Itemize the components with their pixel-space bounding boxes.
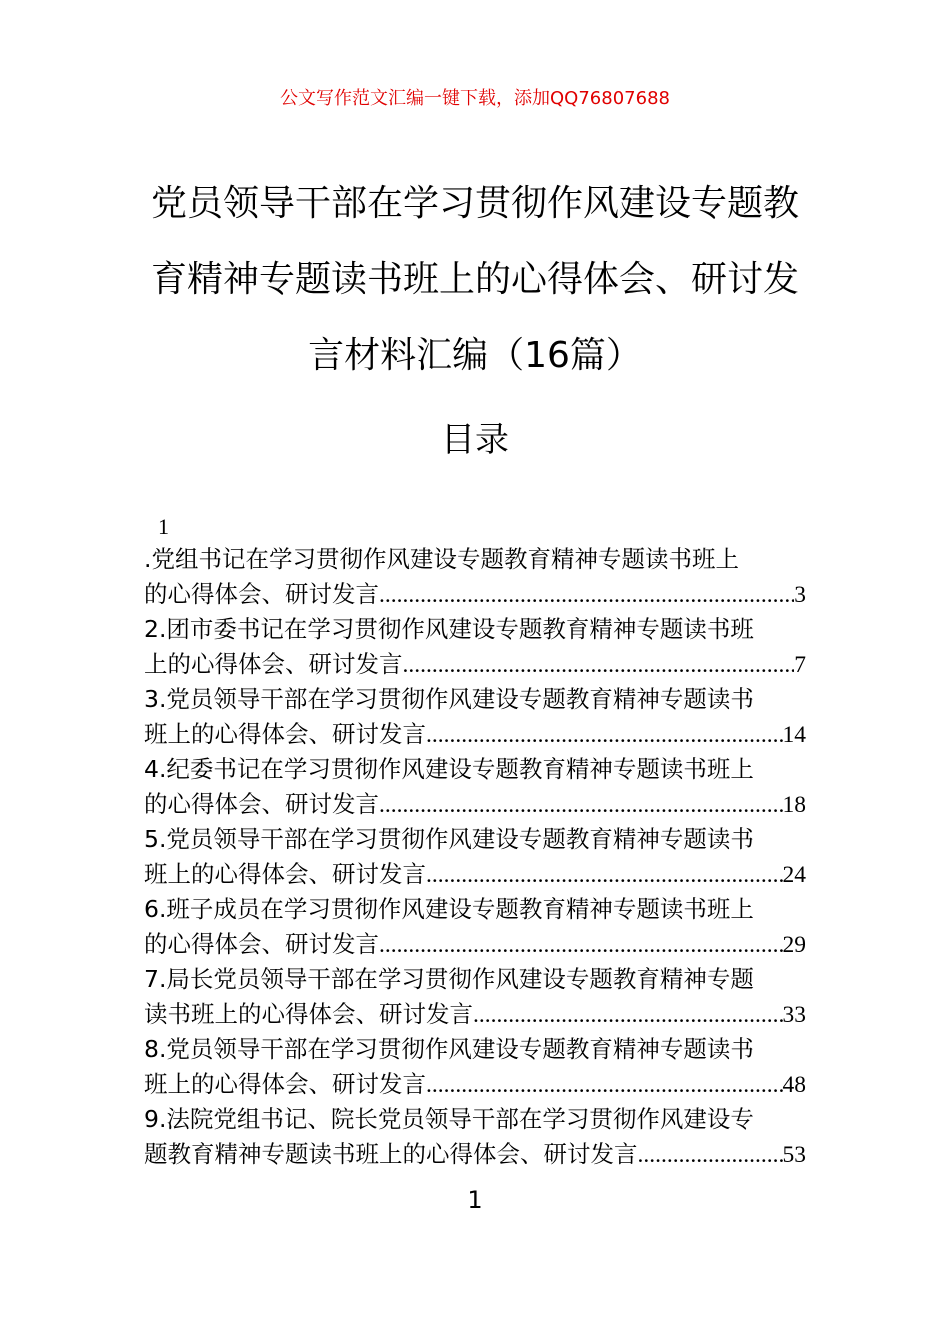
toc-entry-title-cont: 的心得体会、研讨发言 bbox=[144, 929, 379, 958]
download-note: 公文写作范文汇编一键下载，添加QQ76807688 bbox=[280, 88, 670, 109]
toc-entry-title: 9.法院党组书记、院长党员领导干部在学习贯彻作风建设专 bbox=[144, 1105, 754, 1133]
toc-entry-leader-line bbox=[144, 927, 806, 963]
toc-entry-title-cont: 班上的心得体会、研讨发言 bbox=[144, 719, 426, 748]
toc-dot-leader bbox=[638, 1138, 783, 1173]
toc-entry-leader-line bbox=[144, 997, 806, 1033]
toc-entry-title: 3.党员领导干部在学习贯彻作风建设专题教育精神专题读书 bbox=[144, 685, 754, 713]
toc-entry-title-cont: 班上的心得体会、研讨发言 bbox=[144, 1069, 426, 1098]
toc-dot-leader bbox=[379, 788, 783, 823]
toc-dot-leader bbox=[426, 858, 783, 893]
toc-page-number: 3 bbox=[794, 581, 806, 608]
toc-entry-8[interactable] bbox=[144, 1032, 806, 1102]
toc-entry-title: 8.党员领导干部在学习贯彻作风建设专题教育精神专题读书 bbox=[144, 1035, 754, 1063]
toc-entry-title: 4.纪委书记在学习贯彻作风建设专题教育精神专题读书班上 bbox=[144, 755, 754, 783]
toc-page-number: 14 bbox=[782, 721, 806, 748]
toc-entry-title: .党组书记在学习贯彻作风建设专题教育精神专题读书班上 bbox=[144, 545, 739, 573]
toc-page-number: 53 bbox=[782, 1141, 806, 1168]
toc-dot-leader bbox=[379, 928, 783, 963]
toc-first-number: 1 bbox=[158, 514, 169, 539]
toc-entry-leader-line bbox=[144, 787, 806, 823]
toc-entry-title-cont: 班上的心得体会、研讨发言 bbox=[144, 859, 426, 888]
toc-dot-leader bbox=[426, 718, 783, 753]
toc-page-number: 33 bbox=[782, 1001, 806, 1028]
toc-entry-title-cont: 读书班上的心得体会、研讨发言 bbox=[144, 999, 473, 1028]
toc-entry-leader-line bbox=[144, 857, 806, 893]
toc-entry-5[interactable] bbox=[144, 822, 806, 892]
table-of-contents bbox=[144, 510, 806, 1172]
toc-entry-leader-line bbox=[144, 1067, 806, 1103]
toc-dot-leader bbox=[473, 998, 783, 1033]
toc-dot-leader bbox=[426, 1068, 783, 1103]
toc-entry-leader-line bbox=[144, 1137, 806, 1173]
toc-entry-9[interactable] bbox=[144, 1102, 806, 1172]
toc-entry-3[interactable] bbox=[144, 682, 806, 752]
toc-heading: 目录 bbox=[441, 420, 509, 460]
toc-entry-title: 6.班子成员在学习贯彻作风建设专题教育精神专题读书班上 bbox=[144, 895, 754, 923]
page-number: 1 bbox=[467, 1186, 483, 1214]
toc-entry-leader-line bbox=[144, 577, 806, 613]
toc-entry-7[interactable] bbox=[144, 962, 806, 1032]
document-title: 党员领导干部在学习贯彻作风建设专题教育精神专题读书班上的心得体会、研讨发言材料汇编（16篇） bbox=[150, 183, 799, 376]
toc-entry-2[interactable] bbox=[144, 612, 806, 682]
toc-entry-4[interactable] bbox=[144, 752, 806, 822]
toc-entry-leader-line bbox=[144, 647, 806, 683]
toc-page-number: 29 bbox=[782, 931, 806, 958]
toc-dot-leader bbox=[379, 578, 794, 613]
toc-page-number: 24 bbox=[782, 861, 806, 888]
toc-entry-title-cont: 的心得体会、研讨发言 bbox=[144, 579, 379, 608]
toc-entry-leader-line bbox=[144, 717, 806, 753]
toc-page-number: 48 bbox=[782, 1071, 806, 1098]
toc-entry-title: 7.局长党员领导干部在学习贯彻作风建设专题教育精神专题 bbox=[144, 965, 754, 993]
toc-entry-title: 2.团市委书记在学习贯彻作风建设专题教育精神专题读书班 bbox=[144, 615, 754, 643]
toc-page-number: 18 bbox=[782, 791, 806, 818]
toc-dot-leader bbox=[403, 648, 795, 683]
toc-entry-title-cont: 上的心得体会、研讨发言 bbox=[144, 649, 403, 678]
toc-entry-title-cont: 的心得体会、研讨发言 bbox=[144, 789, 379, 818]
toc-entry-1[interactable] bbox=[144, 542, 806, 612]
toc-entry-title: 5.党员领导干部在学习贯彻作风建设专题教育精神专题读书 bbox=[144, 825, 754, 853]
toc-entry-6[interactable] bbox=[144, 892, 806, 962]
toc-entry-title-cont: 题教育精神专题读书班上的心得体会、研讨发言 bbox=[144, 1139, 638, 1168]
toc-page-number: 7 bbox=[794, 651, 806, 678]
